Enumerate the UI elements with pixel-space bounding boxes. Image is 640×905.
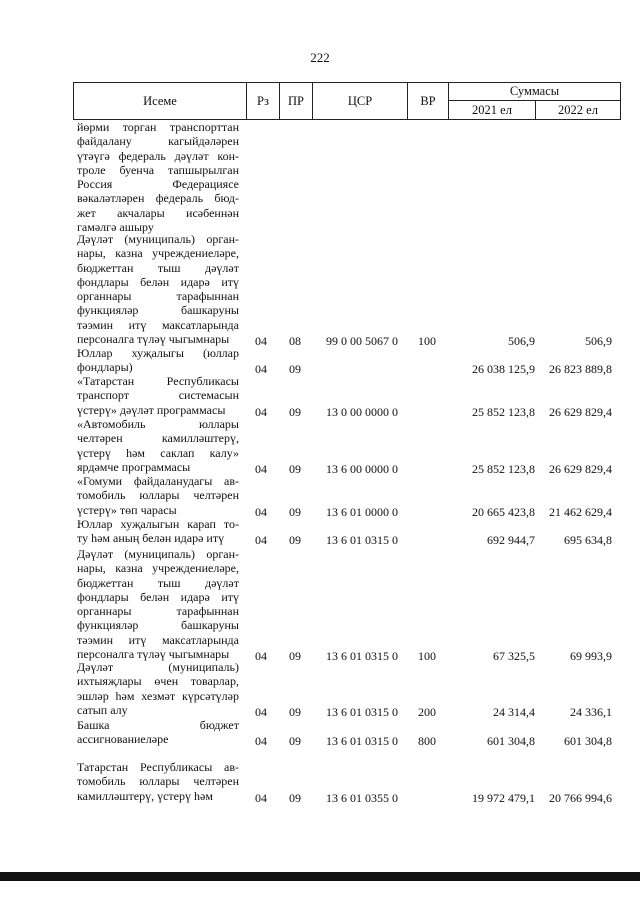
row-sum-2021: 20 665 423,8 xyxy=(472,504,535,519)
page-number: 222 xyxy=(310,50,330,65)
row-name xyxy=(77,346,239,375)
row-name-line: троле буенча тапшырылган xyxy=(77,162,239,177)
row-sum-2022: 21 462 629,4 xyxy=(549,504,612,519)
row-csr: 13 6 01 0315 0 xyxy=(326,649,398,664)
row-vr: 100 xyxy=(418,334,436,349)
row-sum-2021: 692 944,7 xyxy=(487,533,535,548)
row-name-line: вәкаләтләрен федераль бюд- xyxy=(77,191,239,206)
row-name-line: ихтыяҗлары өчен товарлар, xyxy=(77,674,239,689)
row-name-line: нары, казна учреждениеләре, xyxy=(77,561,239,576)
row-name-line: органнары тарафыннан xyxy=(77,289,239,304)
row-name-line: тәэмин итү максатларында xyxy=(77,317,239,332)
row-name-line: «Гомуми файдаланудагы ав- xyxy=(77,474,239,488)
row-name-line: «Автомобиль юллары xyxy=(77,417,239,431)
row-sum-2022: 601 304,8 xyxy=(564,734,612,749)
row-pr: 09 xyxy=(289,533,301,548)
row-pr: 09 xyxy=(289,649,301,664)
row-name-line: Россия Федерациясе xyxy=(77,177,239,192)
header-2022: 2022 ел xyxy=(535,100,621,120)
row-name-line: функцияләр башкаруны xyxy=(77,303,239,318)
row-rz: 04 xyxy=(255,790,267,805)
row-name-line: транспорт системасын xyxy=(77,388,239,403)
row-pr: 09 xyxy=(289,704,301,719)
row-rz: 04 xyxy=(255,404,267,419)
header-csr: ЦСР xyxy=(312,82,408,120)
row-name xyxy=(77,120,239,234)
row-name xyxy=(77,374,239,417)
row-name-line: жет акчалары исәбеннән xyxy=(77,205,239,220)
row-name-line: томобиль юллары челтәрен xyxy=(77,488,239,503)
row-sum-2021: 24 314,4 xyxy=(493,704,535,719)
row-sum-2021: 26 038 125,9 xyxy=(472,362,535,377)
row-name-line: функцияләр башкаруны xyxy=(77,618,239,633)
row-name xyxy=(77,232,239,346)
row-sum-2022: 24 336,1 xyxy=(570,704,612,719)
row-pr: 09 xyxy=(289,734,301,749)
row-name xyxy=(77,547,239,661)
row-pr: 08 xyxy=(289,334,301,349)
row-sum-2021: 19 972 479,1 xyxy=(472,790,535,805)
row-csr: 13 0 00 0000 0 xyxy=(326,404,398,419)
row-csr: 99 0 00 5067 0 xyxy=(326,334,398,349)
row-sum-2022: 695 634,8 xyxy=(564,533,612,548)
row-name-line: Юллар хуҗалыгын карап то- xyxy=(77,517,239,531)
row-name-line: органнары тарафыннан xyxy=(77,604,239,619)
table-header xyxy=(73,82,621,120)
row-sum-2021: 25 852 123,8 xyxy=(472,461,535,476)
row-sum-2022: 69 993,9 xyxy=(570,649,612,664)
row-csr: 13 6 00 0000 0 xyxy=(326,461,398,476)
row-name-line: бюджеттан тыш дәүләт xyxy=(77,575,239,590)
row-name-line: ярдәмче программасы xyxy=(77,459,191,474)
row-name-line: Татарстан Республикасы ав- xyxy=(77,760,239,774)
row-csr: 13 6 01 0315 0 xyxy=(326,734,398,749)
row-rz: 04 xyxy=(255,704,267,719)
row-csr: 13 6 01 0315 0 xyxy=(326,704,398,719)
row-name xyxy=(77,760,239,803)
row-name-line: Дәүләт (муниципаль) орган- xyxy=(77,547,239,561)
row-csr: 13 6 01 0315 0 xyxy=(326,533,398,548)
header-name: Исеме xyxy=(73,82,247,120)
row-pr: 09 xyxy=(289,504,301,519)
row-name-line: Дәүләт (муниципаль) xyxy=(77,660,239,674)
row-csr: 13 6 01 0355 0 xyxy=(326,790,398,805)
header-2021: 2021 ел xyxy=(448,100,536,120)
row-name-line: томобиль юллары челтәрен xyxy=(77,774,239,789)
row-sum-2021: 67 325,5 xyxy=(493,649,535,664)
row-name-line: ассигнованиеләре xyxy=(77,732,169,747)
header-pr: ПР xyxy=(279,82,313,120)
row-vr: 800 xyxy=(418,734,436,749)
row-name-line: эшләр һәм хезмәт күрсәтүләр xyxy=(77,688,239,703)
row-name-line: файдалану кагыйдәләрен xyxy=(77,134,239,149)
row-name-line: бюджеттан тыш дәүләт xyxy=(77,260,239,275)
row-rz: 04 xyxy=(255,461,267,476)
row-name-line: йөрми торган транспорттан xyxy=(77,120,239,134)
row-name xyxy=(77,660,239,717)
row-name-line: фондлары белән идарә итү xyxy=(77,274,239,289)
row-pr: 09 xyxy=(289,404,301,419)
row-name-line: «Татарстан Республикасы xyxy=(77,374,239,388)
row-sum-2021: 601 304,8 xyxy=(487,734,535,749)
row-pr: 09 xyxy=(289,461,301,476)
row-sum-2022: 506,9 xyxy=(585,334,612,349)
row-name-line: Башка бюджет xyxy=(77,718,239,732)
row-name-line: персоналга түләү чыгымнары xyxy=(77,332,230,347)
row-name-line: фондлары белән идарә итү xyxy=(77,589,239,604)
row-rz: 04 xyxy=(255,504,267,519)
row-name-line: үстерү» төп чарасы xyxy=(77,502,177,517)
row-sum-2021: 25 852 123,8 xyxy=(472,404,535,419)
row-name-line: үстерү һәм саклап калу» xyxy=(77,445,239,460)
row-rz: 04 xyxy=(255,533,267,548)
row-sum-2022: 26 629 829,4 xyxy=(549,404,612,419)
row-pr: 09 xyxy=(289,790,301,805)
row-vr: 200 xyxy=(418,704,436,719)
row-name xyxy=(77,718,239,747)
row-vr: 100 xyxy=(418,649,436,664)
row-name-line: гамәлгә ашыру xyxy=(77,220,154,235)
row-name-line: нары, казна учреждениеләре, xyxy=(77,246,239,261)
row-rz: 04 xyxy=(255,649,267,664)
row-name-line: Дәүләт (муниципаль) орган- xyxy=(77,232,239,246)
row-csr: 13 6 01 0000 0 xyxy=(326,504,398,519)
header-vr: ВР xyxy=(407,82,449,120)
row-sum-2022: 26 823 889,8 xyxy=(549,362,612,377)
row-name-line: камилләштерү, үстерү һәм xyxy=(77,788,213,803)
header-sums: Суммасы xyxy=(448,82,621,101)
scan-bottom-edge xyxy=(0,872,640,881)
row-name-line: үтәүгә федераль дәүләт кон- xyxy=(77,148,239,163)
row-pr: 09 xyxy=(289,362,301,377)
row-name-line: сатып алу xyxy=(77,702,128,717)
header-rz: Рз xyxy=(246,82,280,120)
row-name xyxy=(77,474,239,517)
row-name-line: ту һәм аның белән идарә итү xyxy=(77,531,225,546)
row-name-line: тәэмин итү максатларында xyxy=(77,632,239,647)
row-name-line: фондлары) xyxy=(77,360,133,375)
row-name-line: Юллар хуҗалыгы (юллар xyxy=(77,346,239,360)
row-name-line: үстерү» дәүләт программасы xyxy=(77,402,226,417)
row-name xyxy=(77,517,239,546)
row-name xyxy=(77,417,239,474)
row-sum-2022: 26 629 829,4 xyxy=(549,461,612,476)
row-sum-2021: 506,9 xyxy=(508,334,535,349)
row-rz: 04 xyxy=(255,734,267,749)
row-name-line: персоналга түләү чыгымнары xyxy=(77,647,230,662)
row-name-line: челтәрен камилләштерү, xyxy=(77,431,239,446)
row-sum-2022: 20 766 994,6 xyxy=(549,790,612,805)
row-rz: 04 xyxy=(255,334,267,349)
row-rz: 04 xyxy=(255,362,267,377)
